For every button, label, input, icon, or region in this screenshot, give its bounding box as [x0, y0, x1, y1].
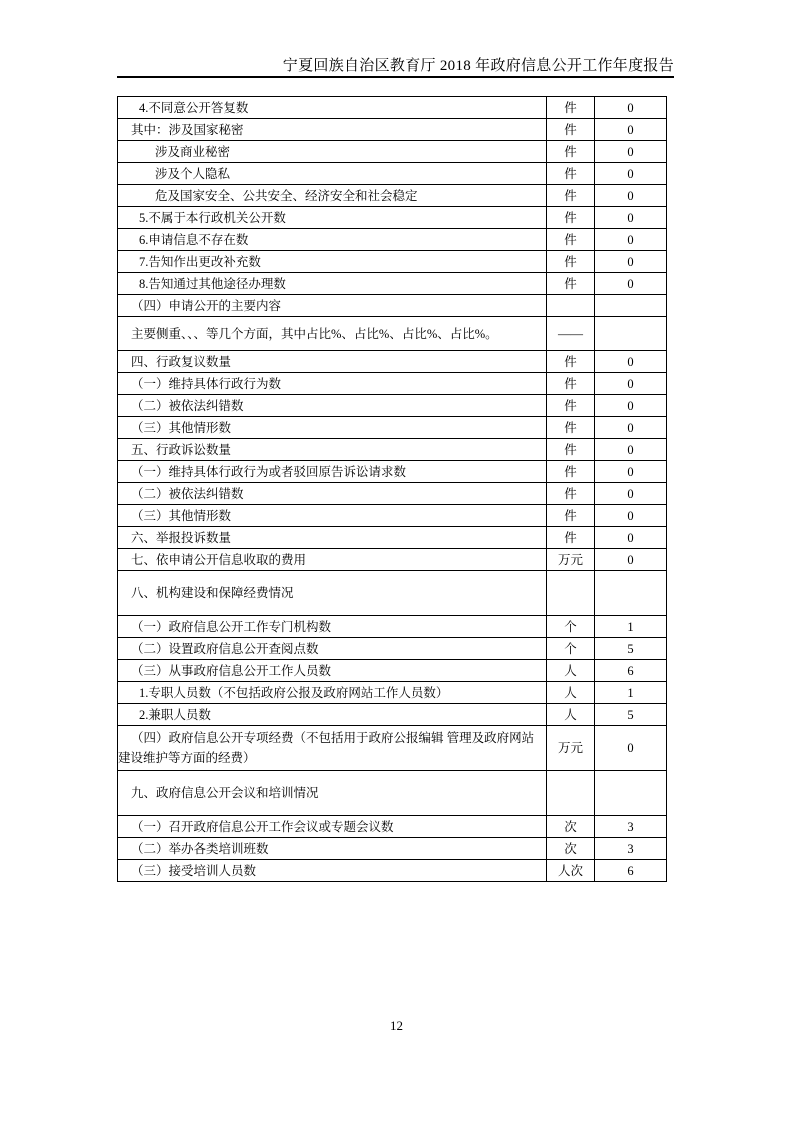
unit-cell: 件 [547, 417, 595, 439]
item-cell: （一）维持具体行政行为或者驳回原告诉讼请求数 [118, 461, 547, 483]
item-cell: （一）维持具体行政行为数 [118, 373, 547, 395]
item-cell: 4.不同意公开答复数 [118, 97, 547, 119]
unit-cell: 件 [547, 185, 595, 207]
unit-cell: 件 [547, 395, 595, 417]
item-cell: （三）其他情形数 [118, 505, 547, 527]
unit-cell: 件 [547, 439, 595, 461]
value-cell: 3 [595, 838, 667, 860]
table-row [118, 505, 667, 527]
table-row [118, 704, 667, 726]
table-row [118, 163, 667, 185]
item-cell: 其中：涉及国家秘密 [118, 119, 547, 141]
value-cell: 5 [595, 638, 667, 660]
item-cell: 主要侧重、、、等几个方面，其中占比%、占比%、占比%、占比%。 [118, 317, 547, 351]
unit-cell: 件 [547, 273, 595, 295]
item-cell: 6.申请信息不存在数 [118, 229, 547, 251]
table-row [118, 816, 667, 838]
unit-cell: 个 [547, 638, 595, 660]
unit-cell: 件 [547, 207, 595, 229]
table-row [118, 185, 667, 207]
value-cell: 0 [595, 726, 667, 771]
report-table-body [118, 97, 667, 882]
unit-cell: 件 [547, 483, 595, 505]
unit-cell: 件 [547, 351, 595, 373]
value-cell: 0 [595, 207, 667, 229]
table-row [118, 317, 667, 351]
item-cell: 六、举报投诉数量 [118, 527, 547, 549]
item-cell: （一）政府信息公开工作专门机构数 [118, 616, 547, 638]
unit-cell: 件 [547, 119, 595, 141]
value-cell: 0 [595, 417, 667, 439]
table-row [118, 860, 667, 882]
item-cell: （二）被依法纠错数 [118, 483, 547, 505]
value-cell: 3 [595, 816, 667, 838]
item-cell: （四）申请公开的主要内容 [118, 295, 547, 317]
value-cell: 1 [595, 616, 667, 638]
table-row [118, 119, 667, 141]
unit-cell [547, 571, 595, 616]
value-cell: 0 [595, 251, 667, 273]
value-cell: 1 [595, 682, 667, 704]
item-cell: （三）接受培训人员数 [118, 860, 547, 882]
item-cell: 九、政府信息公开会议和培训情况 [118, 771, 547, 816]
table-row [118, 771, 667, 816]
value-cell [595, 317, 667, 351]
value-cell: 6 [595, 860, 667, 882]
item-cell: 五、行政诉讼数量 [118, 439, 547, 461]
item-cell: 1.专职人员数（不包括政府公报及政府网站工作人员数） [118, 682, 547, 704]
table-row [118, 527, 667, 549]
table-row [118, 417, 667, 439]
unit-cell: 件 [547, 163, 595, 185]
unit-cell: 件 [547, 251, 595, 273]
table-row [118, 97, 667, 119]
unit-cell: 次 [547, 838, 595, 860]
value-cell: 0 [595, 351, 667, 373]
value-cell [595, 295, 667, 317]
table-row [118, 682, 667, 704]
item-cell: 2.兼职人员数 [118, 704, 547, 726]
table-row [118, 549, 667, 571]
item-cell: （一）召开政府信息公开工作会议或专题会议数 [118, 816, 547, 838]
item-cell: （四）政府信息公开专项经费（不包括用于政府公报编辑 管理及政府网站建设维护等方面的经费） [118, 726, 547, 771]
item-cell: 涉及商业秘密 [118, 141, 547, 163]
value-cell: 0 [595, 439, 667, 461]
header-divider [117, 76, 674, 78]
table-row [118, 660, 667, 682]
table-row [118, 838, 667, 860]
value-cell: 0 [595, 461, 667, 483]
unit-cell [547, 295, 595, 317]
unit-cell: 人 [547, 704, 595, 726]
value-cell: 0 [595, 229, 667, 251]
value-cell: 0 [595, 163, 667, 185]
value-cell: 0 [595, 527, 667, 549]
item-cell: 八、机构建设和保障经费情况 [118, 571, 547, 616]
table-row [118, 461, 667, 483]
item-cell: 涉及个人隐私 [118, 163, 547, 185]
unit-cell: 个 [547, 616, 595, 638]
table-row [118, 726, 667, 771]
item-cell: （二）被依法纠错数 [118, 395, 547, 417]
table-row [118, 351, 667, 373]
table-row [118, 395, 667, 417]
value-cell: 0 [595, 395, 667, 417]
page-number: 12 [390, 1018, 403, 1033]
unit-cell: 人次 [547, 860, 595, 882]
unit-cell: 件 [547, 527, 595, 549]
item-cell: 5.不属于本行政机关公开数 [118, 207, 547, 229]
table-row [118, 373, 667, 395]
table-row [118, 273, 667, 295]
table-row [118, 207, 667, 229]
unit-cell: —— [547, 317, 595, 351]
value-cell: 0 [595, 141, 667, 163]
value-cell [595, 771, 667, 816]
unit-cell: 万元 [547, 549, 595, 571]
item-cell: 危及国家安全、公共安全、经济安全和社会稳定 [118, 185, 547, 207]
value-cell: 0 [595, 549, 667, 571]
unit-cell: 件 [547, 505, 595, 527]
value-cell: 0 [595, 185, 667, 207]
table-row [118, 638, 667, 660]
value-cell: 0 [595, 483, 667, 505]
value-cell: 0 [595, 119, 667, 141]
value-cell: 0 [595, 273, 667, 295]
document-header-title: 宁夏回族自治区教育厅 2018 年政府信息公开工作年度报告 [282, 58, 674, 74]
table-row [118, 571, 667, 616]
table-row [118, 616, 667, 638]
unit-cell: 人 [547, 660, 595, 682]
item-cell: 8.告知通过其他途径办理数 [118, 273, 547, 295]
item-cell: （三）从事政府信息公开工作人员数 [118, 660, 547, 682]
table-row [118, 483, 667, 505]
item-cell: 七、依申请公开信息收取的费用 [118, 549, 547, 571]
unit-cell: 次 [547, 816, 595, 838]
item-cell: （二）设置政府信息公开查阅点数 [118, 638, 547, 660]
unit-cell: 件 [547, 373, 595, 395]
report-table [117, 96, 667, 882]
value-cell: 5 [595, 704, 667, 726]
unit-cell: 件 [547, 461, 595, 483]
value-cell: 0 [595, 373, 667, 395]
unit-cell: 万元 [547, 726, 595, 771]
unit-cell: 件 [547, 229, 595, 251]
value-cell: 0 [595, 505, 667, 527]
value-cell: 0 [595, 97, 667, 119]
item-cell: （二）举办各类培训班数 [118, 838, 547, 860]
table-row [118, 229, 667, 251]
table-row [118, 295, 667, 317]
value-cell: 6 [595, 660, 667, 682]
item-cell: （三）其他情形数 [118, 417, 547, 439]
item-cell: 四、行政复议数量 [118, 351, 547, 373]
unit-cell: 人 [547, 682, 595, 704]
item-cell: 7.告知作出更改补充数 [118, 251, 547, 273]
unit-cell: 件 [547, 141, 595, 163]
table-row [118, 251, 667, 273]
unit-cell [547, 771, 595, 816]
value-cell [595, 571, 667, 616]
unit-cell: 件 [547, 97, 595, 119]
table-row [118, 439, 667, 461]
table-row [118, 141, 667, 163]
